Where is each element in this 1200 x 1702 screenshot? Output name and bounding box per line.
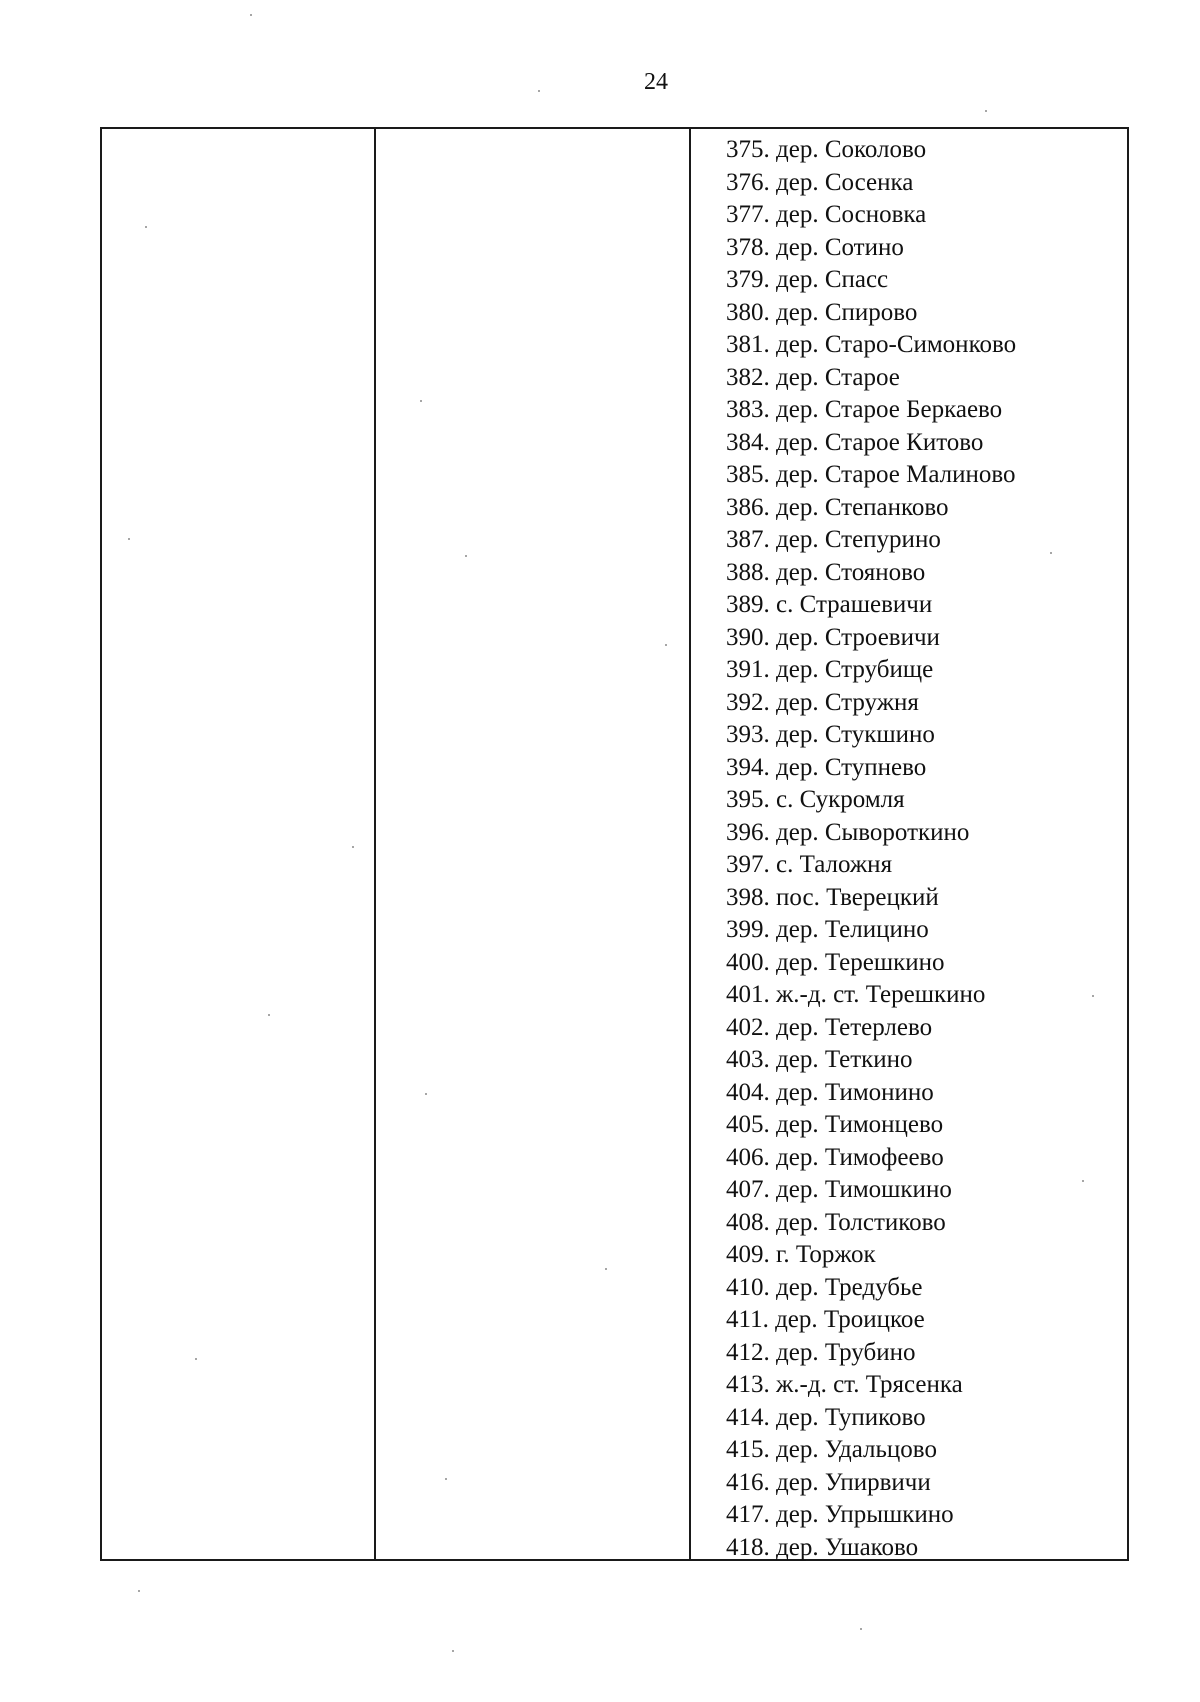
- settlement-list-item: 390. дер. Строевичи: [726, 623, 940, 651]
- scan-speck: [465, 555, 467, 557]
- settlement-list-item: 388. дер. Стояново: [726, 558, 926, 586]
- scan-speck: [138, 1590, 140, 1592]
- settlement-list-item: 418. дер. Ушаково: [726, 1533, 919, 1561]
- settlement-list-item: 398. пос. Тверецкий: [726, 883, 939, 911]
- settlement-list-item: 406. дер. Тимофеево: [726, 1143, 944, 1171]
- settlement-list-item: 408. дер. Толстиково: [726, 1208, 946, 1236]
- settlement-list-item: 383. дер. Старое Беркаево: [726, 396, 1003, 423]
- settlement-list-item: 375. дер. Соколово: [726, 136, 927, 163]
- settlement-list-item: 399. дер. Телицино: [726, 916, 929, 943]
- settlement-list-item: 389. с. Страшевичи: [726, 591, 933, 618]
- scan-speck: [1092, 995, 1094, 997]
- scan-speck: [445, 1478, 447, 1480]
- column-divider: [689, 129, 691, 1559]
- settlement-list-item: 395. с. Сукромля: [726, 786, 905, 813]
- scan-speck: [538, 90, 540, 92]
- settlement-list-item: 403. дер. Теткино: [726, 1046, 913, 1073]
- settlement-list-item: 387. дер. Степурино: [726, 526, 941, 553]
- scan-speck: [420, 400, 422, 402]
- scan-speck: [860, 1628, 862, 1630]
- settlement-list-item: 380. дер. Спирово: [726, 298, 918, 326]
- settlement-list-item: 417. дер. Упрышкино: [726, 1501, 954, 1528]
- settlement-list-item: 393. дер. Стукшино: [726, 721, 935, 748]
- scan-speck: [985, 110, 987, 112]
- settlement-list-item: 385. дер. Старое Малиново: [726, 461, 1016, 488]
- settlement-list-item: 407. дер. Тимошкино: [726, 1176, 952, 1203]
- scan-speck: [195, 1358, 197, 1360]
- settlement-list-item: 401. ж.-д. ст. Терешкино: [726, 981, 986, 1008]
- scan-speck: [1050, 552, 1052, 554]
- scan-speck: [425, 1093, 427, 1095]
- settlement-list-item: 377. дер. Сосновка: [726, 201, 927, 228]
- settlement-list-item: 410. дер. Тредубье: [726, 1273, 923, 1301]
- scan-speck: [268, 1014, 270, 1016]
- scan-speck: [665, 644, 667, 646]
- column-divider: [374, 129, 376, 1559]
- settlement-list-item: 416. дер. Упирвичи: [726, 1468, 931, 1496]
- scan-speck: [145, 226, 147, 228]
- settlement-list-item: 394. дер. Ступнево: [726, 753, 927, 781]
- settlement-list-item: 397. с. Таложня: [726, 851, 893, 878]
- settlement-list-item: 392. дер. Стружня: [726, 688, 919, 716]
- scan-speck: [1082, 1180, 1084, 1182]
- settlement-list-item: 405. дер. Тимонцево: [726, 1111, 944, 1138]
- settlement-list-item: 376. дер. Сосенка: [726, 168, 914, 196]
- settlement-list-item: 391. дер. Струбище: [726, 656, 934, 683]
- settlement-list-item: 378. дер. Сотино: [726, 233, 904, 261]
- settlement-list-item: 404. дер. Тимонино: [726, 1078, 934, 1106]
- scan-speck: [352, 846, 354, 848]
- settlement-list-item: 409. г. Торжок: [726, 1241, 876, 1268]
- settlements-table: [100, 127, 1129, 1561]
- scan-speck: [128, 538, 130, 540]
- settlement-list-item: 413. ж.-д. ст. Трясенка: [726, 1371, 963, 1398]
- settlement-list-item: 384. дер. Старое Китово: [726, 428, 984, 456]
- settlement-list-item: 382. дер. Старое: [726, 363, 900, 391]
- settlement-list: [726, 134, 1119, 1564]
- settlement-list-item: 396. дер. Сывороткино: [726, 818, 970, 846]
- settlement-list-item: 400. дер. Терешкино: [726, 948, 945, 976]
- scan-speck: [452, 1650, 454, 1652]
- settlement-list-item: 402. дер. Тетерлево: [726, 1013, 933, 1041]
- settlement-list-item: 379. дер. Спасс: [726, 266, 889, 293]
- scan-speck: [250, 14, 252, 16]
- scan-speck: [605, 1268, 607, 1270]
- settlement-list-item: 381. дер. Старо-Симонково: [726, 331, 1017, 358]
- settlement-list-item: 412. дер. Трубино: [726, 1338, 916, 1366]
- settlement-list-item: 415. дер. Удальцово: [726, 1436, 937, 1463]
- settlement-list-item: 411. дер. Троицкое: [726, 1306, 925, 1333]
- page-number: 24: [644, 69, 668, 95]
- settlement-list-item: 386. дер. Степанково: [726, 493, 949, 521]
- settlement-list-item: 414. дер. Тупиково: [726, 1403, 926, 1431]
